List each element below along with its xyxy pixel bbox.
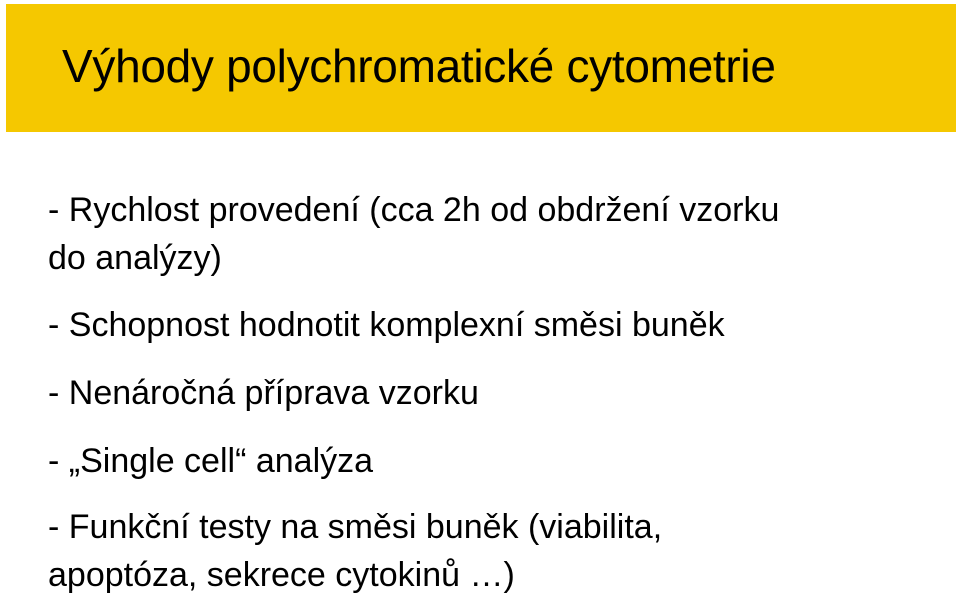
bullet-item-functional-tests	[48, 503, 662, 599]
bullet-item-single-cell	[48, 437, 373, 485]
bullet-line: - Schopnost hodnotit komplexní směsi buněk	[48, 306, 725, 344]
bullet-line: apoptóza, sekrece cytokinů …)	[48, 556, 515, 594]
bullet-line: do analýzy)	[48, 239, 222, 277]
bullet-item-complex-mixtures	[48, 301, 725, 349]
bullet-line: - Funkční testy na směsi buněk (viabilita,	[48, 508, 663, 546]
bullet-line: - „Single cell“ analýza	[48, 442, 374, 480]
slide-title: Výhody polychromatické cytometrie	[62, 40, 776, 92]
bullet-item-simple-preparation	[48, 369, 479, 417]
bullet-line: - Rychlost provedení (cca 2h od obdržení vzorku	[48, 191, 780, 229]
bullet-line: - Nenáročná příprava vzorku	[48, 374, 479, 412]
bullet-item-speed	[48, 186, 779, 282]
